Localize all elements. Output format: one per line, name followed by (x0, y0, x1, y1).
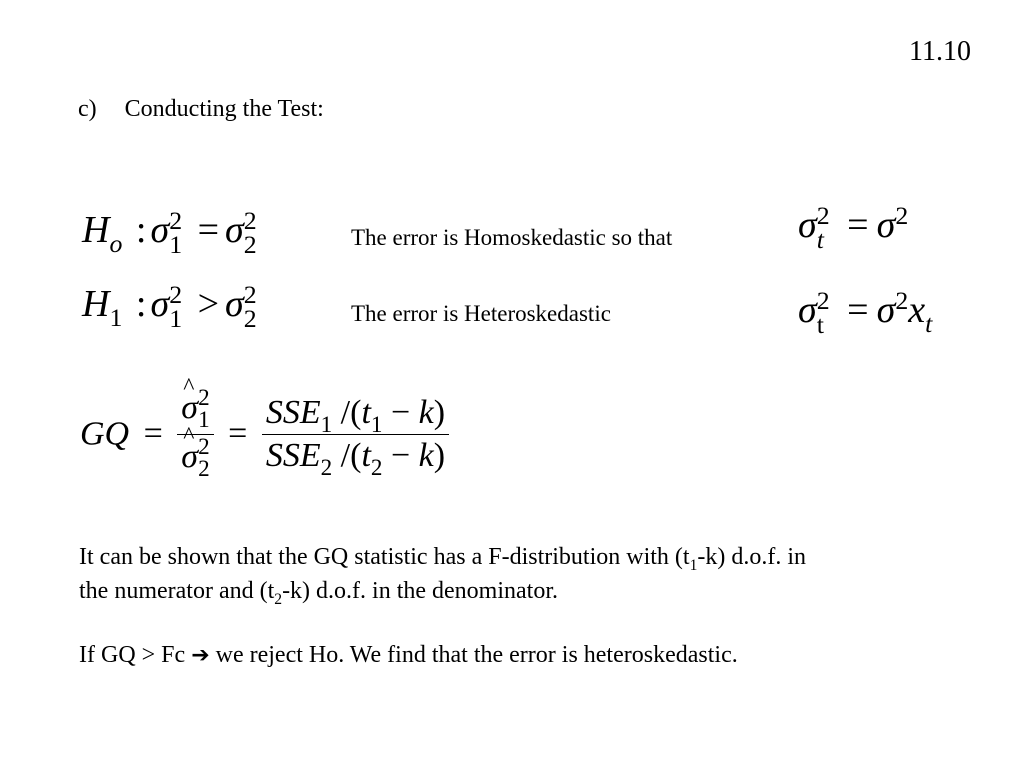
h0-equation: $H_o$ : σ 2 1 = σ 2 2 (82, 205, 257, 260)
page-number: 11.10 (909, 36, 971, 67)
section-heading (78, 96, 324, 123)
h0-description: The error is Homoskedastic so that (351, 225, 673, 250)
gq-variance-ratio: ^ σ 2 1 ^ σ 2 2 (177, 388, 213, 481)
h1-variance-equation: σ 2 t = $\sigma^2x_t$ (798, 285, 933, 340)
right-arrow-icon: ➔ (191, 643, 210, 668)
h0-variance-equation: σ 2 t = $\sigma^2$ (798, 200, 909, 255)
gq-lhs: GQ (80, 415, 130, 453)
section-marker: c) (78, 96, 97, 122)
h1-equation: $H_1$ : σ 2 1 > σ 2 2 (82, 279, 257, 334)
distribution-paragraph (79, 540, 806, 608)
h1-description: The error is Heteroskedastic (351, 301, 611, 326)
distribution-line-2: the numerator and $(t_2-k)$ d.o.f. in the denominator. (79, 578, 559, 608)
gq-formula: GQ = ^ σ 2 1 ^ σ 2 2 = $\frac{SSE_1 /(t_1 - k)}{SSE_2 /(t_2 - k)}$ (80, 388, 449, 481)
gq-sse-ratio: $\frac{SSE_1 /(t_1 - k)}{SSE_2 /(t_2 - k)}$ (262, 394, 449, 475)
distribution-line-1: It can be shown that the GQ statistic has a F-distribution with $(t_1-k)$ d.o.f. in (79, 544, 807, 574)
decision-rule: If GQ > Fc ➔ we reject Ho. We find that the error is heteroskedastic. (79, 642, 738, 668)
section-title: Conducting the Test: (124, 96, 324, 122)
